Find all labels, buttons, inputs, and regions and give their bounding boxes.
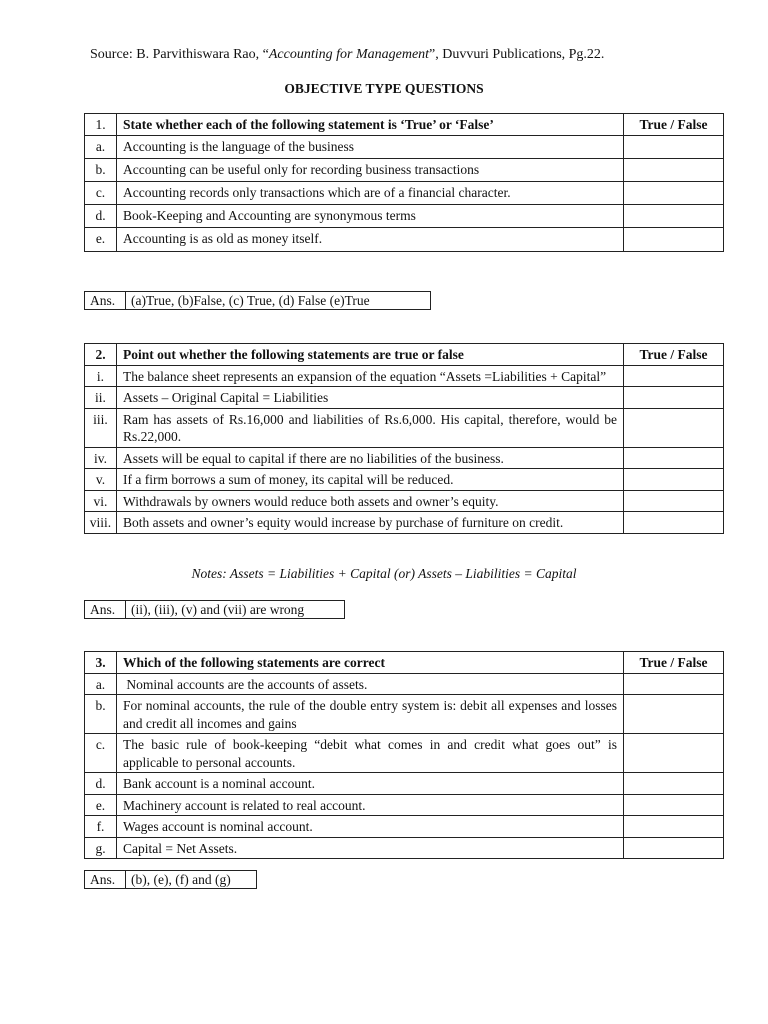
question-3-answer xyxy=(84,870,257,889)
row-statement: Accounting can be useful only for recording business transactions xyxy=(117,159,624,182)
question-2-answer xyxy=(84,600,345,619)
answer-cell[interactable] xyxy=(624,734,724,773)
source-suffix: ”, Duvvuri Publications, Pg.22. xyxy=(429,47,605,62)
table-row xyxy=(85,205,724,228)
question-title: Which of the following statements are correct xyxy=(117,652,624,674)
question-2-table xyxy=(84,343,724,534)
source-citation xyxy=(90,47,604,63)
row-label: iii. xyxy=(85,408,117,447)
answer-cell[interactable] xyxy=(624,136,724,159)
question-3-table xyxy=(84,651,724,859)
answer-cell[interactable] xyxy=(624,182,724,205)
row-statement: Withdrawals by owners would reduce both assets and owner’s equity. xyxy=(117,490,624,512)
row-statement: Bank account is a nominal account. xyxy=(117,773,624,795)
row-label: v. xyxy=(85,469,117,491)
question-number: 1. xyxy=(85,114,117,136)
row-label: c. xyxy=(85,182,117,205)
question-number: 3. xyxy=(85,652,117,674)
row-statement: Machinery account is related to real account. xyxy=(117,794,624,816)
table-row xyxy=(85,447,724,469)
question-number: 2. xyxy=(85,344,117,366)
row-label: viii. xyxy=(85,512,117,534)
row-label: d. xyxy=(85,205,117,228)
row-label: e. xyxy=(85,794,117,816)
row-statement: Book-Keeping and Accounting are synonymous terms xyxy=(117,205,624,228)
row-statement: Wages account is nominal account. xyxy=(117,816,624,838)
table-row xyxy=(85,816,724,838)
row-label: g. xyxy=(85,837,117,859)
table-row xyxy=(85,794,724,816)
row-label: a. xyxy=(85,673,117,695)
table-row xyxy=(85,673,724,695)
table-row xyxy=(85,490,724,512)
answer-cell[interactable] xyxy=(624,673,724,695)
row-label: e. xyxy=(85,228,117,252)
answer-cell[interactable] xyxy=(624,408,724,447)
table-row xyxy=(85,695,724,734)
row-label: i. xyxy=(85,365,117,387)
row-statement: Ram has assets of Rs.16,000 and liabilities of Rs.6,000. His capital, therefore, would be Rs.22,000. xyxy=(117,408,624,447)
question-1-header-row xyxy=(85,114,724,136)
answer-label: Ans. xyxy=(85,871,126,889)
table-row xyxy=(85,773,724,795)
true-false-header: True / False xyxy=(624,652,724,674)
answer-label: Ans. xyxy=(85,601,126,619)
table-row xyxy=(85,512,724,534)
row-label: b. xyxy=(85,159,117,182)
row-statement: For nominal accounts, the rule of the double entry system is: debit all expenses and losses and credit all incomes and gains xyxy=(117,695,624,734)
answer-cell[interactable] xyxy=(624,695,724,734)
answer-cell[interactable] xyxy=(624,512,724,534)
answer-cell[interactable] xyxy=(624,228,724,252)
table-row xyxy=(85,159,724,182)
answer-cell[interactable] xyxy=(624,365,724,387)
answer-text: (ii), (iii), (v) and (vii) are wrong xyxy=(126,601,345,619)
true-false-header: True / False xyxy=(624,344,724,366)
row-label: vi. xyxy=(85,490,117,512)
answer-cell[interactable] xyxy=(624,816,724,838)
question-title: Point out whether the following statements are true or false xyxy=(117,344,624,366)
question-1-answer xyxy=(84,291,431,310)
notes-text: Notes: Assets = Liabilities + Capital (or) Assets – Liabilities = Capital xyxy=(191,566,577,581)
answer-cell[interactable] xyxy=(624,447,724,469)
question-3-header-row xyxy=(85,652,724,674)
answer-cell[interactable] xyxy=(624,837,724,859)
answer-label: Ans. xyxy=(85,292,126,310)
row-label: f. xyxy=(85,816,117,838)
row-statement: Both assets and owner’s equity would increase by purchase of furniture on credit. xyxy=(117,512,624,534)
answer-cell[interactable] xyxy=(624,773,724,795)
answer-text: (a)True, (b)False, (c) True, (d) False (e)True xyxy=(126,292,431,310)
row-label: c. xyxy=(85,734,117,773)
row-label: d. xyxy=(85,773,117,795)
page-title: OBJECTIVE TYPE QUESTIONS xyxy=(284,81,484,96)
table-row xyxy=(85,228,724,252)
row-statement: Nominal accounts are the accounts of assets. xyxy=(117,673,624,695)
answer-cell[interactable] xyxy=(624,387,724,409)
table-row xyxy=(85,408,724,447)
question-title: State whether each of the following statement is ‘True’ or ‘False’ xyxy=(117,114,624,136)
answer-cell[interactable] xyxy=(624,205,724,228)
row-statement: The balance sheet represents an expansion of the equation “Assets =Liabilities + Capital” xyxy=(117,365,624,387)
row-label: iv. xyxy=(85,447,117,469)
source-book-title: Accounting for Management xyxy=(268,47,430,62)
row-statement: Assets will be equal to capital if there are no liabilities of the business. xyxy=(117,447,624,469)
answer-cell[interactable] xyxy=(624,490,724,512)
table-row xyxy=(85,387,724,409)
question-2-header-row xyxy=(85,344,724,366)
table-row xyxy=(85,734,724,773)
row-statement: Accounting is the language of the business xyxy=(117,136,624,159)
row-statement: If a firm borrows a sum of money, its capital will be reduced. xyxy=(117,469,624,491)
source-prefix: Source: B. Parvithiswara Rao, “ xyxy=(90,47,269,62)
row-label: b. xyxy=(85,695,117,734)
question-1-table xyxy=(84,113,724,252)
table-row xyxy=(85,136,724,159)
row-statement: Assets – Original Capital = Liabilities xyxy=(117,387,624,409)
true-false-header: True / False xyxy=(624,114,724,136)
row-label: a. xyxy=(85,136,117,159)
answer-cell[interactable] xyxy=(624,159,724,182)
row-label: ii. xyxy=(85,387,117,409)
answer-cell[interactable] xyxy=(624,794,724,816)
table-row xyxy=(85,182,724,205)
row-statement: Accounting is as old as money itself. xyxy=(117,228,624,252)
table-row xyxy=(85,365,724,387)
row-statement: Capital = Net Assets. xyxy=(117,837,624,859)
answer-cell[interactable] xyxy=(624,469,724,491)
answer-text: (b), (e), (f) and (g) xyxy=(126,871,257,889)
row-statement: Accounting records only transactions which are of a financial character. xyxy=(117,182,624,205)
table-row xyxy=(85,469,724,491)
table-row xyxy=(85,837,724,859)
row-statement: The basic rule of book-keeping “debit what comes in and credit what goes out” is applicable to personal accounts. xyxy=(117,734,624,773)
